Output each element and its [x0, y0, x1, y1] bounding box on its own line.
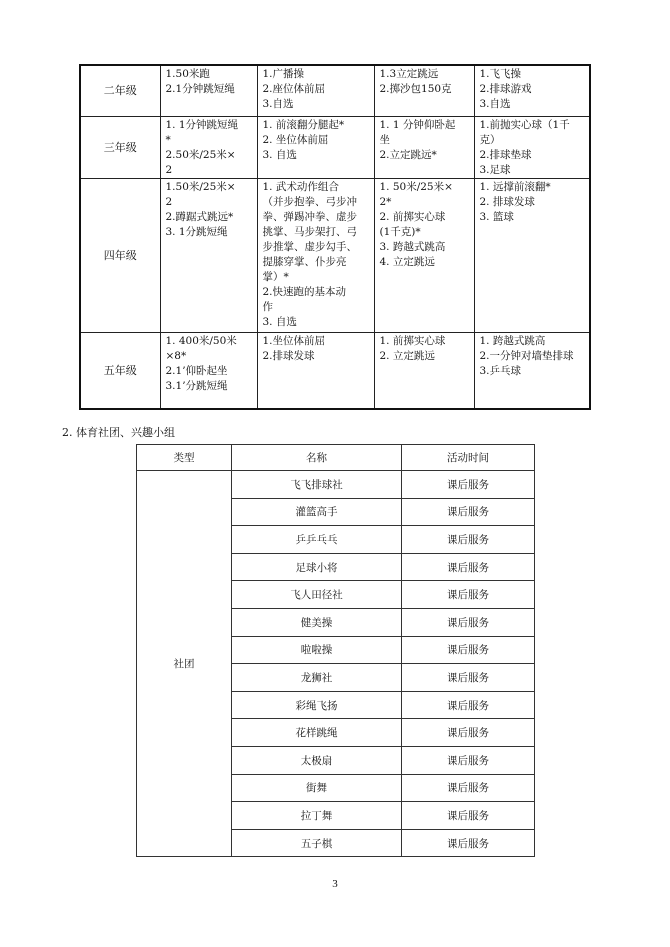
activity-line: 1. 50米/25米×: [379, 180, 453, 193]
activity-line: 1. 武术动作组合: [262, 180, 339, 193]
activity-line: 3.1’分跳短绳: [165, 379, 228, 392]
activity-line: 1. 1分钟跳短绳: [165, 118, 239, 131]
grade-label: 三年级: [80, 116, 160, 178]
club-time: 课后服务: [402, 581, 535, 609]
club-time: 课后服务: [402, 774, 535, 802]
activity-line: 3. 1分跳短绳: [165, 225, 228, 238]
activity-line: 2.50米/25米×: [165, 148, 236, 161]
activity-line: 3.自选: [479, 98, 511, 110]
activity-line: 1.前抛实心球（1千: [479, 118, 570, 131]
club-time: 课后服务: [402, 691, 535, 719]
activity-line: 2: [165, 163, 173, 176]
grade-activity-cell: [374, 116, 474, 178]
activity-line: 2.座位体前屈: [262, 83, 326, 95]
grade-activity-cell: [474, 65, 590, 116]
activity-line: 1.广播操: [262, 68, 305, 80]
club-time: 课后服务: [402, 608, 535, 636]
activity-line: 1. 跨越式跳高: [479, 334, 546, 347]
club-name: 飞飞排球社: [232, 471, 402, 499]
club-time: 课后服务: [402, 719, 535, 747]
club-time: 课后服务: [402, 553, 535, 581]
club-table: [136, 444, 535, 857]
club-table-header-row: [137, 445, 535, 471]
club-name: 太极扇: [232, 746, 402, 774]
header-time: 活动时间: [402, 445, 535, 471]
grade-activity-cell: [474, 332, 590, 409]
activity-line: 3. 自选: [262, 148, 297, 161]
grade-activity-cell: [160, 332, 257, 409]
grade-activity-cell: [374, 65, 474, 116]
activity-line: 1. 远撑前滚翻*: [479, 180, 551, 193]
activity-line: 坐: [379, 133, 390, 146]
activity-line: 1. 400米/50米: [165, 334, 237, 347]
club-name: 拉丁舞: [232, 802, 402, 830]
activity-line: 1. 前掷实心球: [379, 334, 446, 347]
activity-line: 1.3立定跳远: [379, 68, 439, 80]
activity-line: 3. 篮球: [479, 210, 514, 223]
activity-line: 挑掌、马步架打、弓: [262, 225, 357, 238]
club-time: 课后服务: [402, 471, 535, 499]
club-name: 龙狮社: [232, 664, 402, 692]
table-row: [137, 471, 535, 499]
club-time: 课后服务: [402, 829, 535, 857]
club-name: 五子棋: [232, 829, 402, 857]
activity-line: 2. 前掷实心球: [379, 210, 446, 223]
activity-line: (1千克)*: [379, 225, 421, 238]
page-number: 3: [332, 878, 338, 890]
activity-line: 1. 1 分钟仰卧起: [379, 118, 456, 131]
activity-line: 2.一分钟对墙垫排球: [479, 349, 574, 362]
grade-activity-cell: [374, 332, 474, 409]
grade-activity-cell: [160, 178, 257, 332]
grade-label: 四年级: [80, 178, 160, 332]
grade-row: [80, 332, 590, 409]
activity-line: 3. 自选: [262, 315, 297, 328]
club-name: 乒乒乓乓: [232, 526, 402, 554]
header-name: 名称: [232, 445, 402, 471]
grade-activity-cell: [160, 65, 257, 116]
activity-line: 2*: [379, 195, 392, 208]
grade-row: [80, 178, 590, 332]
club-name: 彩绳飞扬: [232, 691, 402, 719]
activity-line: 1.飞飞操: [479, 68, 522, 80]
activity-line: 2: [165, 195, 173, 208]
activity-line: 2.1’仰卧起坐: [165, 364, 228, 377]
club-name: 街舞: [232, 774, 402, 802]
club-time: 课后服务: [402, 498, 535, 526]
activity-line: 2. 坐位体前屈: [262, 133, 329, 146]
activity-line: 作: [262, 300, 273, 313]
section-heading: 2. 体育社团、兴趣小组: [62, 426, 175, 439]
activity-line: 掌）*: [262, 270, 289, 283]
grade-activity-cell: [374, 178, 474, 332]
club-time: 课后服务: [402, 802, 535, 830]
grade-activity-cell: [474, 116, 590, 178]
activity-line: 2.立定跳远*: [379, 148, 437, 161]
grade-row: [80, 116, 590, 178]
grade-label: 五年级: [80, 332, 160, 409]
activity-line: 2.排球游戏: [479, 83, 532, 95]
grade-activity-cell: [474, 178, 590, 332]
grade-activity-cell: [257, 332, 374, 409]
activity-line: 1.50米/25米×: [165, 180, 236, 193]
activity-line: 1.50米跑: [165, 68, 210, 80]
club-time: 课后服务: [402, 526, 535, 554]
activity-line: 2.排球垫球: [479, 148, 532, 161]
header-type: 类型: [137, 445, 232, 471]
activity-line: 1.坐位体前屈: [262, 334, 326, 347]
activity-line: 2.蹲踞式跳远*: [165, 210, 234, 223]
grade-activity-table: [79, 64, 591, 410]
activity-line: *: [165, 133, 171, 146]
activity-line: 3.乒乓球: [479, 364, 522, 377]
grade-label: 二年级: [80, 65, 160, 116]
activity-line: 克）: [479, 133, 501, 146]
activity-line: 3. 跨越式跳高: [379, 240, 446, 253]
grade-activity-cell: [160, 116, 257, 178]
grade-row: [80, 65, 590, 116]
grade-activity-cell: [257, 178, 374, 332]
club-type-cell: 社团: [137, 471, 232, 857]
activity-line: 2.1分钟跳短绳: [165, 83, 235, 95]
activity-line: 拳、弹踢冲拳、虚步: [262, 210, 357, 223]
grade-activity-cell: [257, 65, 374, 116]
club-name: 足球小将: [232, 553, 402, 581]
club-name: 健美操: [232, 608, 402, 636]
activity-line: 2.掷沙包150克: [379, 83, 452, 95]
activity-line: 4. 立定跳远: [379, 255, 435, 268]
club-name: 花样跳绳: [232, 719, 402, 747]
activity-line: 提膝穿掌、仆步亮: [262, 255, 347, 268]
activity-line: 2. 排球发球: [479, 195, 535, 208]
grade-activity-cell: [257, 116, 374, 178]
club-time: 课后服务: [402, 746, 535, 774]
activity-line: 2.排球发球: [262, 349, 315, 362]
activity-line: 2. 立定跳远: [379, 349, 435, 362]
activity-line: 2.快速跑的基本动: [262, 285, 347, 298]
club-time: 课后服务: [402, 636, 535, 664]
activity-line: ×8*: [165, 349, 187, 362]
activity-line: 1. 前滚翻分腿起*: [262, 118, 345, 131]
activity-line: 步推掌、虚步勾手、: [262, 240, 357, 253]
club-name: 灌篮高手: [232, 498, 402, 526]
club-time: 课后服务: [402, 664, 535, 692]
club-name: 啦啦操: [232, 636, 402, 664]
activity-line: （并步抱拳、弓步冲: [262, 195, 357, 208]
club-name: 飞人田径社: [232, 581, 402, 609]
activity-line: 3.足球: [479, 163, 511, 176]
activity-line: 3.自选: [262, 98, 294, 110]
